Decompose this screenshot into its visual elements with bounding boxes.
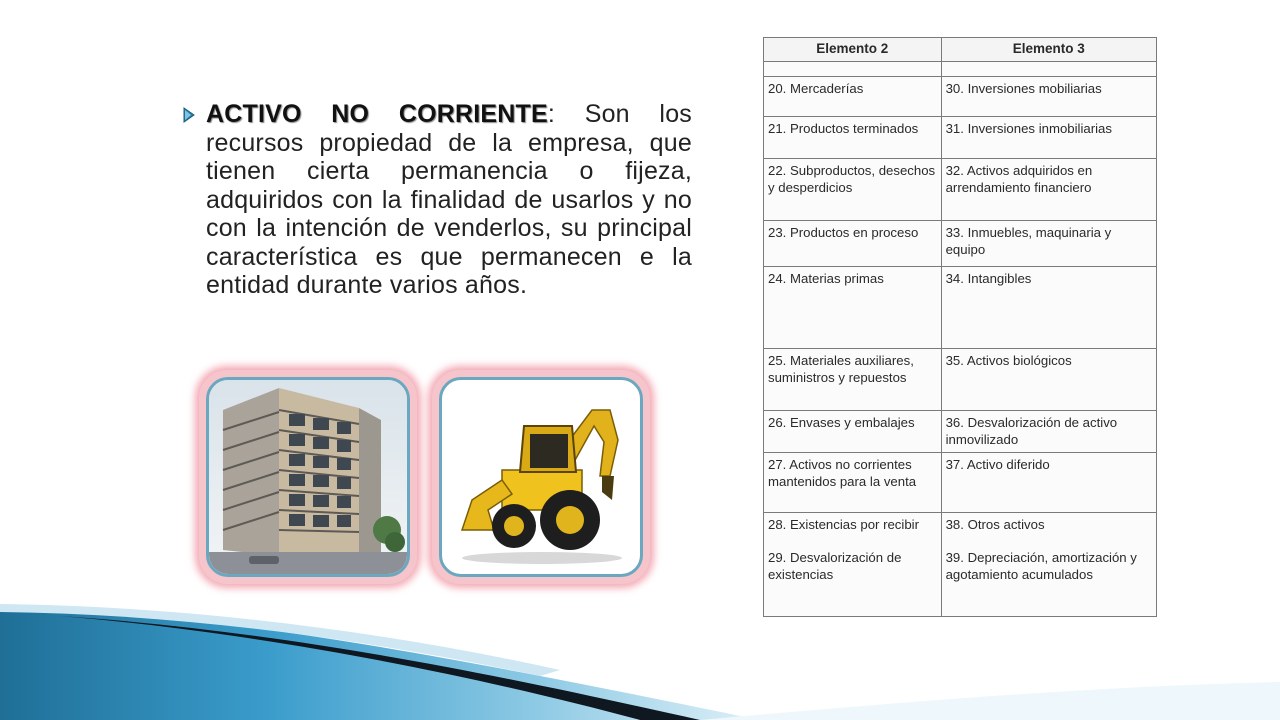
arrow-bullet-icon bbox=[182, 100, 206, 300]
term-heading: ACTIVO NO CORRIENTE bbox=[206, 100, 548, 128]
table-cell: 24. Materias primas bbox=[764, 267, 942, 349]
table-cell: 23. Productos en proceso bbox=[764, 221, 942, 267]
table-cell-text: 29. Desvalorización de existencias bbox=[768, 550, 902, 582]
table-cell-text: 38. Otros activos bbox=[945, 517, 1045, 532]
table-cell: 21. Productos terminados bbox=[764, 117, 942, 159]
table-row bbox=[764, 159, 1157, 221]
table-row bbox=[764, 117, 1157, 159]
column-header: Elemento 3 bbox=[941, 38, 1156, 62]
table-row bbox=[764, 349, 1157, 411]
paragraph-text bbox=[206, 100, 692, 300]
table-cell: 32. Activos adquiridos en arrendamiento financiero bbox=[941, 159, 1156, 221]
table-row bbox=[764, 411, 1157, 453]
table-cell: 34. Intangibles bbox=[941, 267, 1156, 349]
table-cell: 36. Desvalorización de activo inmovilizado bbox=[941, 411, 1156, 453]
table-cell: 20. Mercaderías bbox=[764, 77, 942, 117]
table-cell: 22. Subproductos, desechos y desperdicios bbox=[764, 159, 942, 221]
column-header: Elemento 2 bbox=[764, 38, 942, 62]
bottom-swoosh-decoration bbox=[0, 590, 1280, 720]
table-cell: 26. Envases y embalajes bbox=[764, 411, 942, 453]
table-row bbox=[764, 221, 1157, 267]
building-icon bbox=[209, 380, 407, 574]
backhoe-image-frame bbox=[432, 370, 650, 584]
table-cell: 27. Activos no corrientes mantenidos para la venta bbox=[764, 453, 942, 513]
table-cell-text: 39. Depreciación, amortización y agotamiento acumulados bbox=[945, 550, 1137, 582]
backhoe-image bbox=[439, 377, 643, 577]
table-cell: 30. Inversiones mobiliarias bbox=[941, 77, 1156, 117]
bullet-paragraph bbox=[182, 100, 692, 300]
table-spacer-row bbox=[764, 62, 1157, 77]
table-cell: 25. Materiales auxiliares, suministros y repuestos bbox=[764, 349, 942, 411]
table-cell-text: 28. Existencias por recibir bbox=[768, 517, 919, 532]
accounts-table bbox=[763, 37, 1157, 617]
building-image bbox=[206, 377, 410, 577]
term-definition: : Son los recursos propiedad de la empresa, que tienen cierta permanencia o fijeza, adquiridos con la finalidad de usarlos y no con la intención de venderlos, su principal característica es que permanecen e la entidad durante varios años. bbox=[206, 100, 692, 299]
table-row bbox=[764, 267, 1157, 349]
table-header-row bbox=[764, 38, 1157, 62]
backhoe-icon bbox=[442, 380, 640, 574]
table-row bbox=[764, 77, 1157, 117]
table-cell: 31. Inversiones inmobiliarias bbox=[941, 117, 1156, 159]
table-row bbox=[764, 453, 1157, 513]
table-cell: 33. Inmuebles, maquinaria y equipo bbox=[941, 221, 1156, 267]
building-image-frame bbox=[199, 370, 417, 584]
table-cell: 35. Activos biológicos bbox=[941, 349, 1156, 411]
table-cell: 37. Activo diferido bbox=[941, 453, 1156, 513]
